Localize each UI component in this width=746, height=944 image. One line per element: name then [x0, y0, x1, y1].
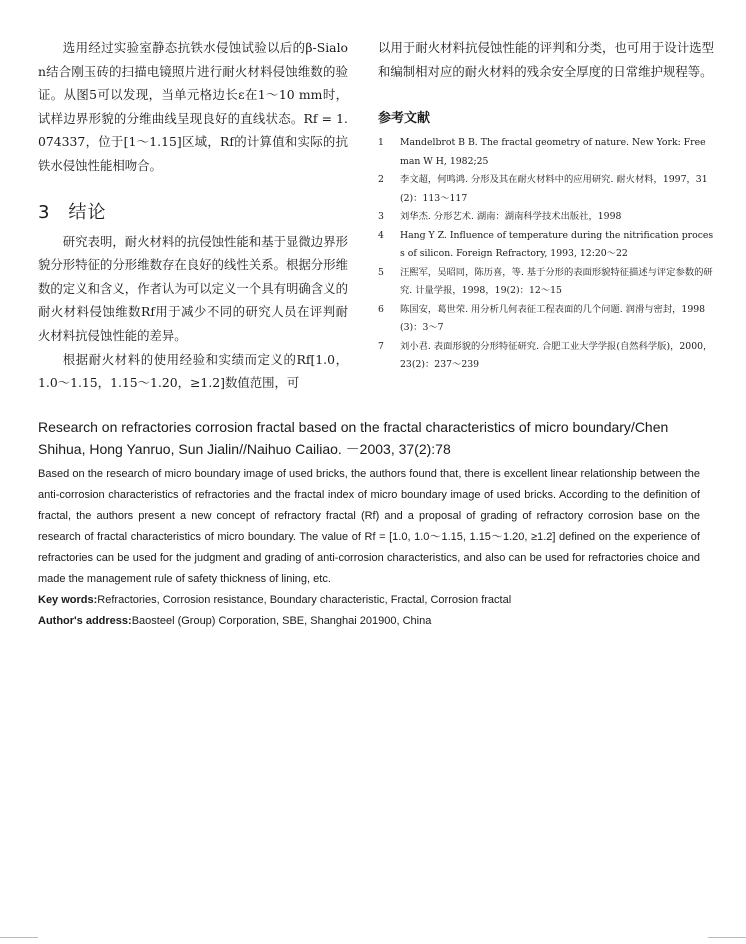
section-number: 3: [38, 201, 51, 223]
left-column: [38, 36, 348, 395]
english-abstract: [38, 416, 700, 632]
keywords-label: Key words:: [38, 594, 98, 606]
references-title: 参考文献: [378, 111, 431, 127]
right-column: [378, 36, 714, 375]
body-paragraph-continued: 以用于耐火材料抗侵蚀性能的评判和分类，也可用于设计选型和编制相对应的耐火材料的残余安全厚度的日常维护规程等。: [378, 40, 714, 79]
reference-text: 李文超，何鸣鸿. 分形及其在耐火材料中的应用研究. 耐火材料，1997，31(2)：113～117: [400, 174, 708, 204]
address-line: [38, 611, 700, 632]
body-paragraph-3: 根据耐火材料的使用经验和实绩而定义的Rf[1.0，1.0～1.15，1.15～1.20，≥1.2]数值范围，可: [38, 351, 348, 391]
reference-number: 5: [378, 266, 384, 278]
abstract-title: Research on refractories corrosion fractal based on the fractal characteristics of micro boundary/Chen Shihua, Hong Yanruo, Sun Jialin//Naihuo Cailiao. －2003, 37(2):78: [38, 419, 669, 457]
reference-item: [378, 134, 714, 171]
reference-text: Hang Y Z. Influence of temperature during the nitrification process of silicon. Foreign Refractory, 1993, 12:20～22: [400, 229, 714, 260]
page-edge-line-right: [708, 937, 746, 938]
reference-item: [378, 338, 714, 375]
reference-text: 刘华杰. 分形艺术. 湖南：湖南科学技术出版社，1998: [400, 211, 622, 223]
reference-number: 2: [378, 174, 384, 186]
page-edge-line-left: [0, 937, 38, 938]
reference-item: [378, 171, 714, 208]
reference-item: [378, 227, 714, 264]
keywords-line: [38, 590, 700, 611]
reference-number: 4: [378, 229, 384, 241]
reference-number: 3: [378, 211, 384, 223]
reference-number: 7: [378, 340, 384, 352]
address-label: Author's address:: [38, 615, 132, 627]
section-heading: [38, 198, 348, 224]
reference-text: 汪熙军，吴昭同，陈历喜，等. 基于分形的表面形貌特征描述与评定参数的研究. 计量学报，1998，19(2)：12～15: [400, 266, 713, 297]
reference-item: [378, 301, 714, 338]
reference-item: [378, 208, 714, 227]
address-text: Baosteel (Group) Corporation, SBE, Shanghai 201900, China: [131, 615, 432, 627]
section-title: 结论: [68, 201, 107, 223]
reference-item: [378, 264, 714, 301]
body-paragraph-2: 研究表明，耐火材料的抗侵蚀性能和基于显微边界形貌分形特征的分形维数存在良好的线性关系。根据分形维数的定义和含义，作者认为可以定义一个具有明确含义的耐火材料侵蚀维数Rf用于减少不同的研究人员在评判耐火材料抗侵蚀性能的差异。: [38, 233, 348, 343]
body-paragraph-1: 选用经过实验室静态抗铁水侵蚀试验以后的β-Sialon结合刚玉砖的扫描电镜照片进行耐火材料侵蚀维数的验证。从图5可以发现，当单元格边长ε在1～10 mm时，试样边界形貌的分维曲线呈现良好的直线状态。Rf = 1.074337，位于[1～1.15]区域，Rf的计算值和实际的抗铁水侵蚀性能相吻合。: [38, 40, 348, 173]
reference-text: Mandelbrot B B. The fractal geometry of nature. New York: Freeman W H, 1982;25: [400, 137, 706, 167]
keywords-text: Refractories, Corrosion resistance, Boundary characteristic, Fractal, Corrosion fractal: [97, 594, 512, 606]
reference-number: 1: [378, 137, 384, 149]
references-list: [378, 134, 714, 375]
reference-number: 6: [378, 303, 384, 315]
abstract-body: Based on the research of micro boundary image of used bricks, the authors found that, there is excellent linear relationship between the anti-corrosion characteristics of refractories and the fractal index of micro boundary image of used bricks. According to the definition of fractal, the authors present a new concept of refractory fractal (Rf) and a proposal of grading of refractory corrosion base on the research of fractal characteristics of micro boundary. The value of Rf = [1.0, 1.0～1.15, 1.15～1.20, ≥1.2] defined on the experience of refractories can be used for the judgment and grading of anti-corrosion characteristics, and also can be used for refractories choice and made the management rule of safety thickness of lining, etc.: [38, 468, 700, 585]
reference-text: 陈国安，葛世荣. 用分析几何表征工程表面的几个问题. 润滑与密封，1998(3)：3～7: [400, 303, 706, 334]
reference-text: 刘小君. 表面形貌的分形特征研究. 合肥工业大学学报(自然科学版)，2000，23(2)：237～239: [400, 340, 713, 371]
